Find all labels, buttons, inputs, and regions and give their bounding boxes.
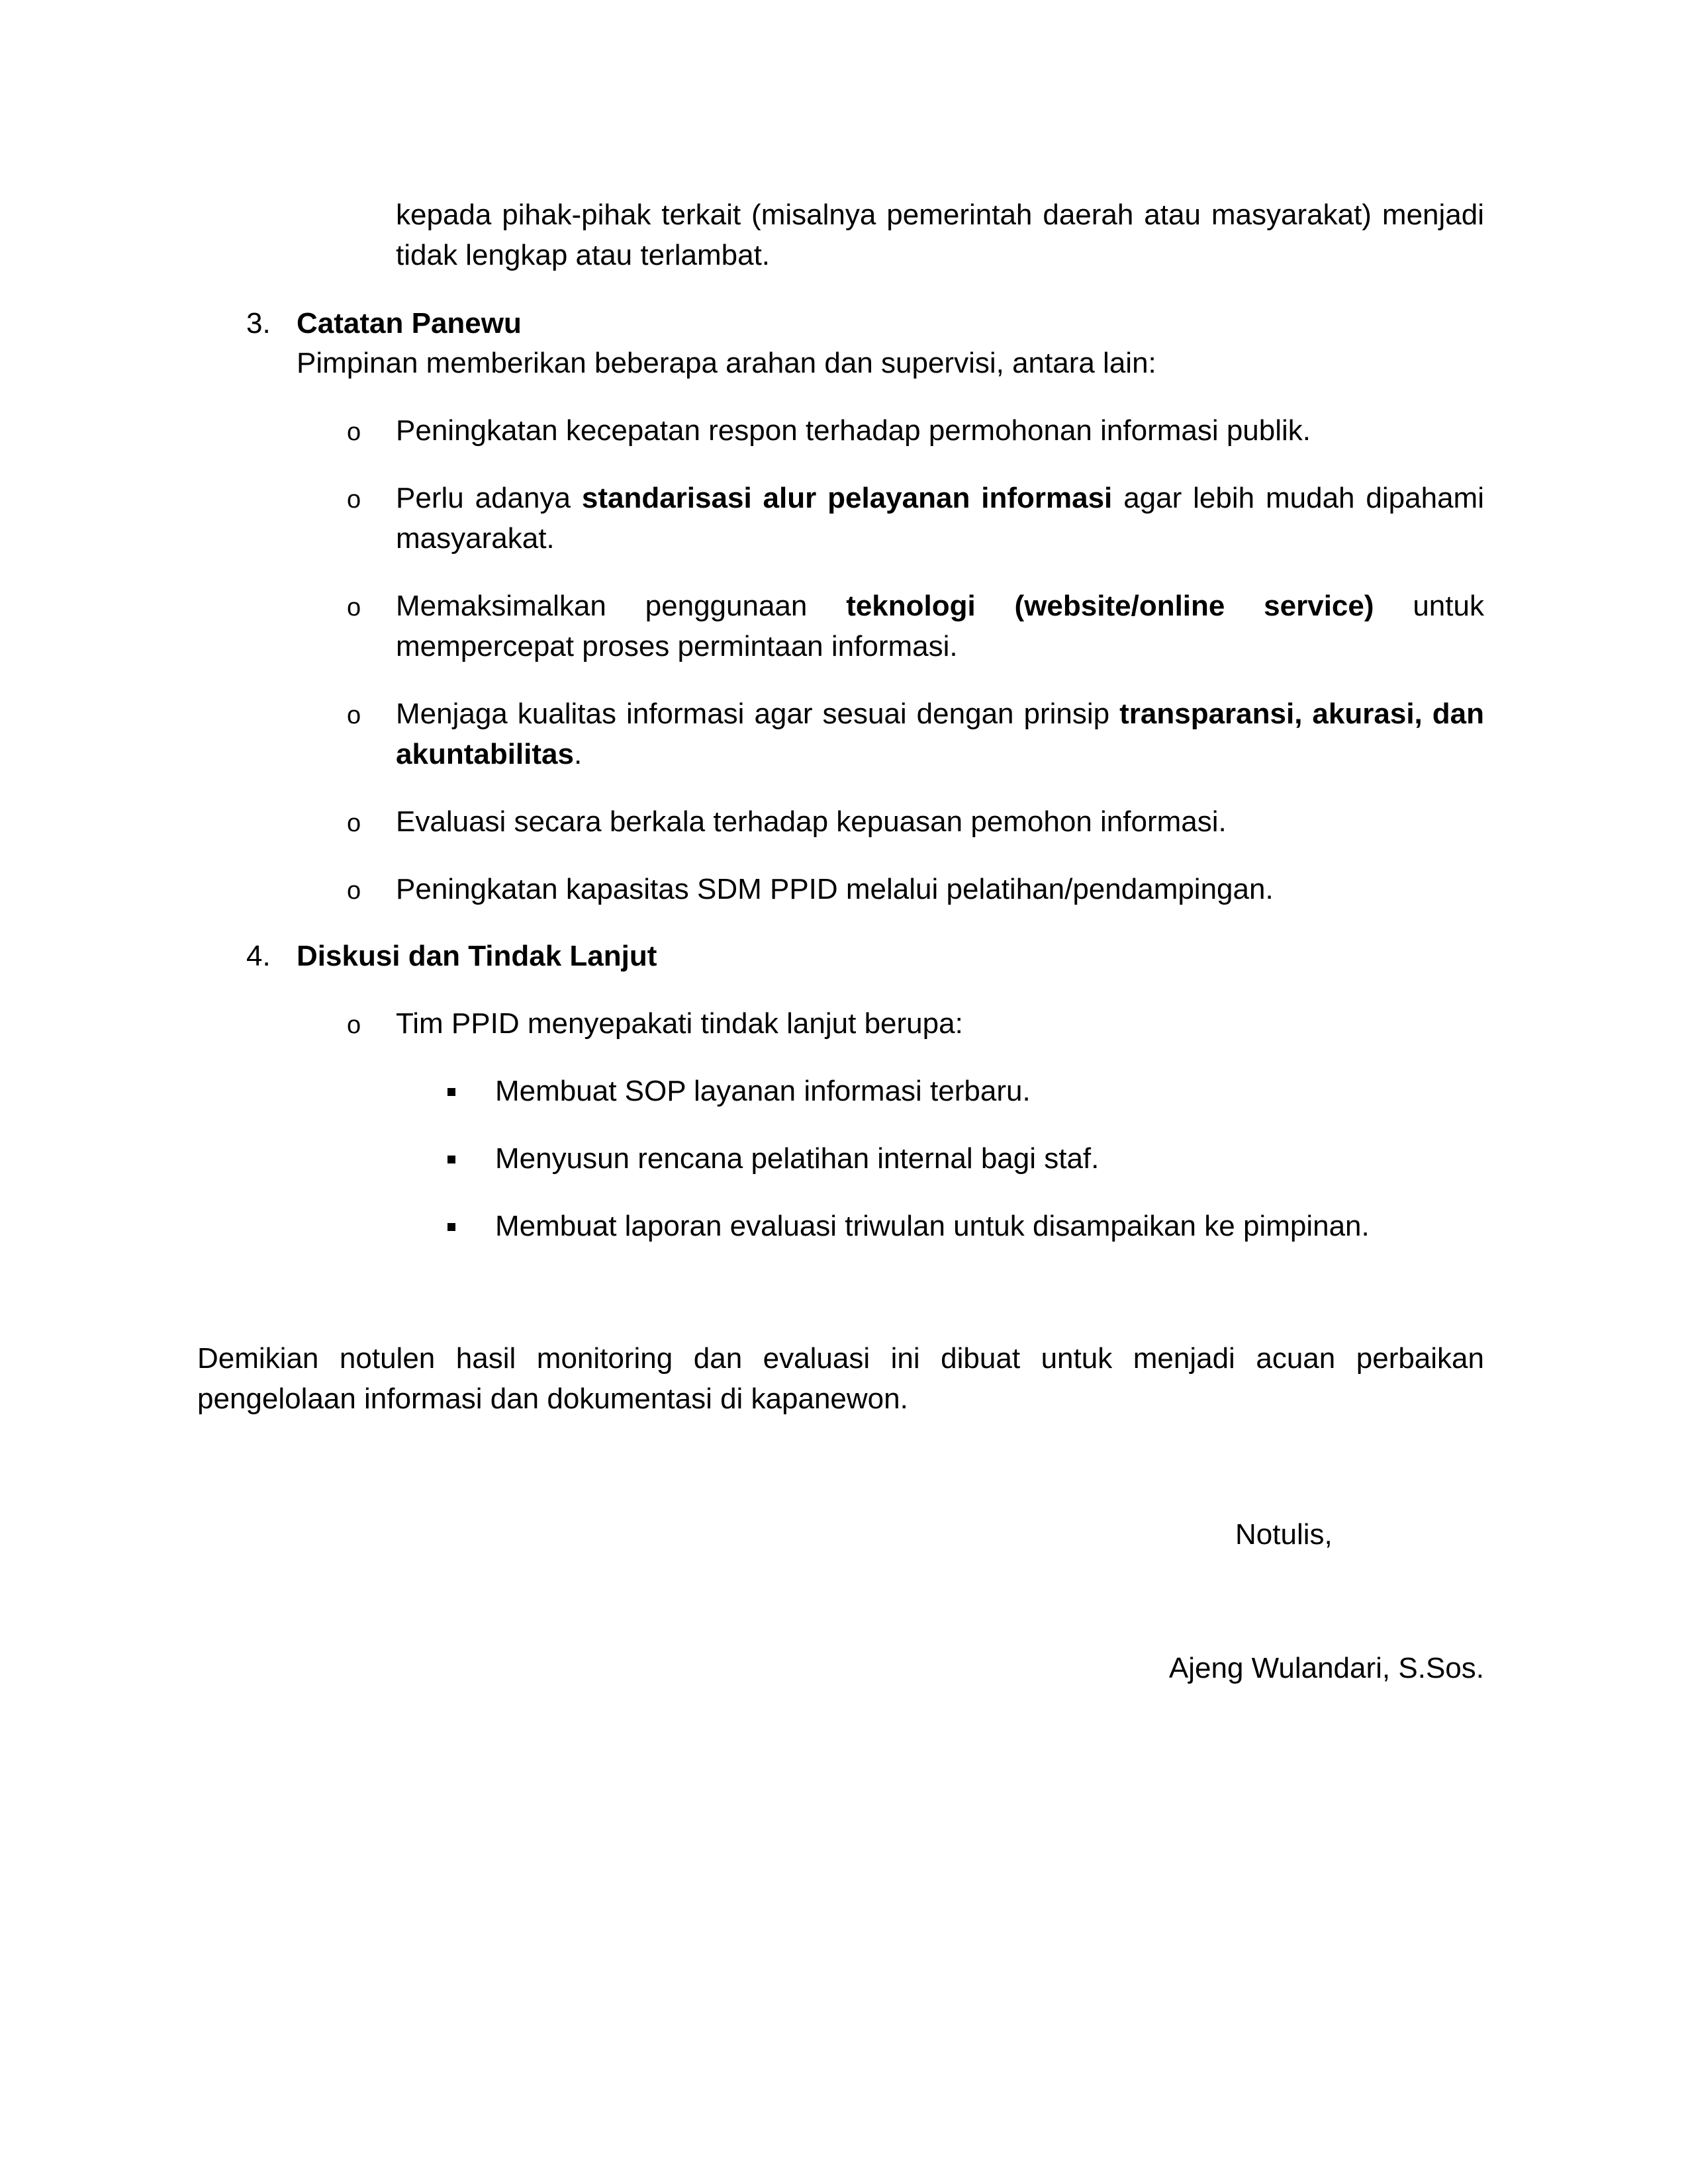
closing-paragraph [197,1338,1484,1419]
signature-name: Ajeng Wulandari, S.Sos. [1168,1652,1484,1684]
bullet-circle-icon: o [347,594,361,621]
bullet-circle-icon: o [347,702,361,729]
bullet-square-icon [447,1223,455,1231]
section-3-item-4: Menjaga kualitas informasi agar sesuai dengan prinsip transparansi, akurasi, dan akuntabilitas. [396,698,1484,770]
section-3-item-2: Perlu adanya standarisasi alur pelayanan informasi agar lebih mudah dipahami masyarakat. [396,482,1484,555]
section-4-item: Tim PPID menyepakati tindak lanjut berupa: [396,1007,963,1040]
section-3-title: Catatan Panewu [297,307,522,340]
closing-text: Demikian notulen hasil monitoring dan evaluasi ini dibuat untuk menjadi acuan perbaikan pengelolaan informasi dan dokumentasi di kapanewon. [197,1342,1484,1415]
bullet-circle-icon: o [347,877,361,905]
section-4-subitem-2: Menyusun rencana pelatihan internal bagi staf. [495,1142,1100,1175]
bullet-circle-icon: o [347,486,361,514]
section-4-number: 4. [246,940,271,972]
section-4-title: Diskusi dan Tindak Lanjut [297,940,657,972]
bullet-square-icon [447,1156,455,1163]
continuation-text: kepada pihak-pihak terkait (misalnya pemerintah daerah atau masyarakat) menjadi tidak lengkap atau terlambat. [396,199,1484,271]
section-3-item-3: Memaksimalkan penggunaan teknologi (website/online service) untuk mempercepat proses permintaan informasi. [396,590,1484,662]
section-3-item-1: Peningkatan kecepatan respon terhadap permohonan informasi publik. [396,414,1311,447]
section-3-intro: Pimpinan memberikan beberapa arahan dan supervisi, antara lain: [297,347,1156,379]
section-4-subitem-3: Membuat laporan evaluasi triwulan untuk disampaikan ke pimpinan. [495,1210,1370,1242]
signature-role: Notulis, [1235,1518,1333,1551]
bullet-square-icon [447,1088,455,1096]
section-3-item-5: Evaluasi secara berkala terhadap kepuasan pemohon informasi. [396,805,1227,838]
continuation-paragraph [396,195,1484,275]
section-3-item-6: Peningkatan kapasitas SDM PPID melalui pelatihan/pendampingan. [396,873,1274,905]
section-3-number: 3. [246,307,271,340]
bullet-circle-icon: o [347,418,361,446]
bullet-circle-icon: o [347,1011,361,1039]
section-4-subitem-1: Membuat SOP layanan informasi terbaru. [495,1075,1031,1107]
bullet-circle-icon: o [347,809,361,837]
